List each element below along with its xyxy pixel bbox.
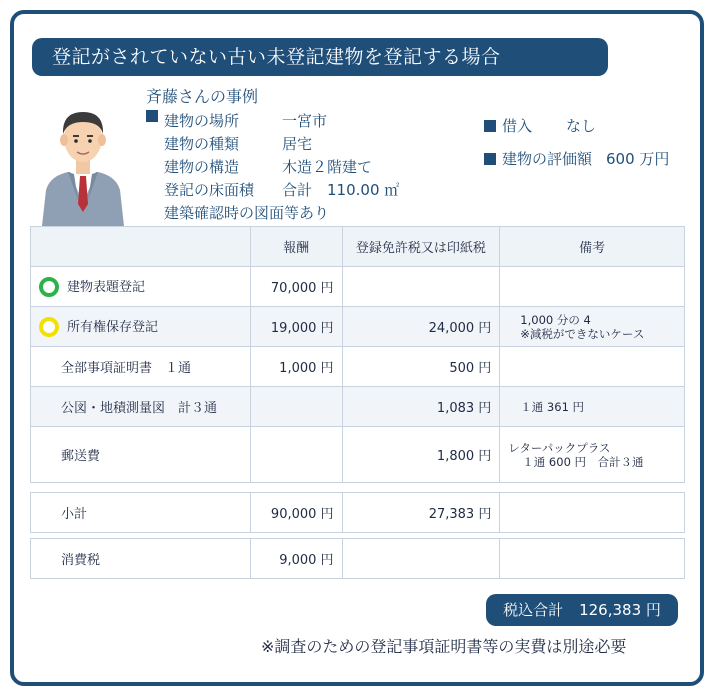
floor-value: 合計 110.00 ㎡	[282, 181, 400, 199]
tax-cell: 24,000 円	[342, 307, 500, 347]
tax-cell	[342, 267, 500, 307]
fee-cell: 70,000 円	[250, 267, 342, 307]
square-bullet-icon	[484, 153, 496, 165]
structure-label: 建物の構造	[164, 158, 240, 176]
fee-cell	[250, 387, 342, 427]
tax-cell: 500 円	[342, 347, 500, 387]
row-label: 建物表題登記	[67, 279, 146, 295]
note-cell	[500, 347, 685, 387]
consumption-tax-tax	[342, 539, 500, 579]
row-label-cell	[31, 307, 251, 347]
note-line: レターパックプラス	[508, 440, 611, 455]
square-bullet-icon	[146, 110, 158, 122]
header-fee: 報酬	[250, 227, 342, 267]
total-value: 126,383 円	[579, 601, 661, 619]
consumption-tax-note	[500, 539, 685, 579]
loan-label: 借入	[502, 117, 533, 135]
note-line: １通 600 円 合計３通	[522, 454, 644, 469]
total-label: 税込合計	[503, 601, 564, 619]
row-label: 郵送費	[31, 427, 251, 483]
header-blank	[31, 227, 251, 267]
location-label: 建物の場所	[164, 112, 240, 130]
note-cell	[500, 267, 685, 307]
header-tax: 登録免許税又は印紙税	[342, 227, 500, 267]
tax-cell: 1,800 円	[342, 427, 500, 483]
note-cell	[500, 387, 685, 427]
loan-value: なし	[566, 117, 597, 135]
fee-table	[30, 226, 685, 483]
row-label: 全部事項証明書 １通	[31, 347, 251, 387]
businessman-illustration	[40, 104, 126, 226]
green-circle-icon	[39, 277, 59, 297]
footnote: ※調査のための登記事項証明書等の実費は別途必要	[261, 637, 627, 656]
location-value: 一宮市	[282, 112, 328, 130]
structure-value: 木造２階建て	[282, 158, 373, 176]
header-note: 備考	[500, 227, 685, 267]
consumption-tax-fee: 9,000 円	[250, 539, 342, 579]
type-value: 居宅	[282, 135, 313, 153]
valuation-label: 建物の評価額	[502, 150, 593, 168]
yellow-circle-icon	[39, 317, 59, 337]
subtotal-row	[31, 493, 685, 533]
table-row	[31, 307, 685, 347]
note-cell	[500, 427, 685, 483]
consumption-tax-row	[31, 539, 685, 579]
subtotal-tax: 27,383 円	[342, 493, 500, 533]
note-line: ※減税ができないケース	[520, 326, 645, 341]
case-name: 斉藤さんの事例	[146, 87, 259, 106]
square-bullet-icon	[484, 120, 496, 132]
fee-cell	[250, 427, 342, 483]
table-header	[31, 227, 685, 267]
fee-cell: 1,000 円	[250, 347, 342, 387]
building-info	[146, 110, 399, 225]
table-row	[31, 427, 685, 483]
table-row	[31, 387, 685, 427]
finance-info	[484, 110, 669, 176]
note-cell	[500, 307, 685, 347]
subtotal-label: 小計	[31, 493, 251, 533]
row-label: 公図・地積測量図 計３通	[31, 387, 251, 427]
subtotal-table	[30, 492, 685, 579]
tax-cell: 1,083 円	[342, 387, 500, 427]
building-note: 建築確認時の図面等あり	[164, 204, 330, 222]
total-badge	[486, 594, 678, 626]
row-label-cell	[31, 267, 251, 307]
page-title: 登記がされていない古い未登記建物を登記する場合	[32, 38, 608, 76]
table-row	[31, 267, 685, 307]
row-label: 所有権保存登記	[67, 319, 159, 335]
note-line: 1,000 分の 4	[520, 312, 591, 327]
floor-label: 登記の床面積	[164, 181, 255, 199]
table-row	[31, 347, 685, 387]
valuation-value: 600 万円	[606, 150, 670, 168]
consumption-tax-label: 消費税	[31, 539, 251, 579]
subtotal-fee: 90,000 円	[250, 493, 342, 533]
note-line: １通 361 円	[520, 399, 585, 414]
type-label: 建物の種類	[164, 135, 240, 153]
fee-cell: 19,000 円	[250, 307, 342, 347]
subtotal-note	[500, 493, 685, 533]
